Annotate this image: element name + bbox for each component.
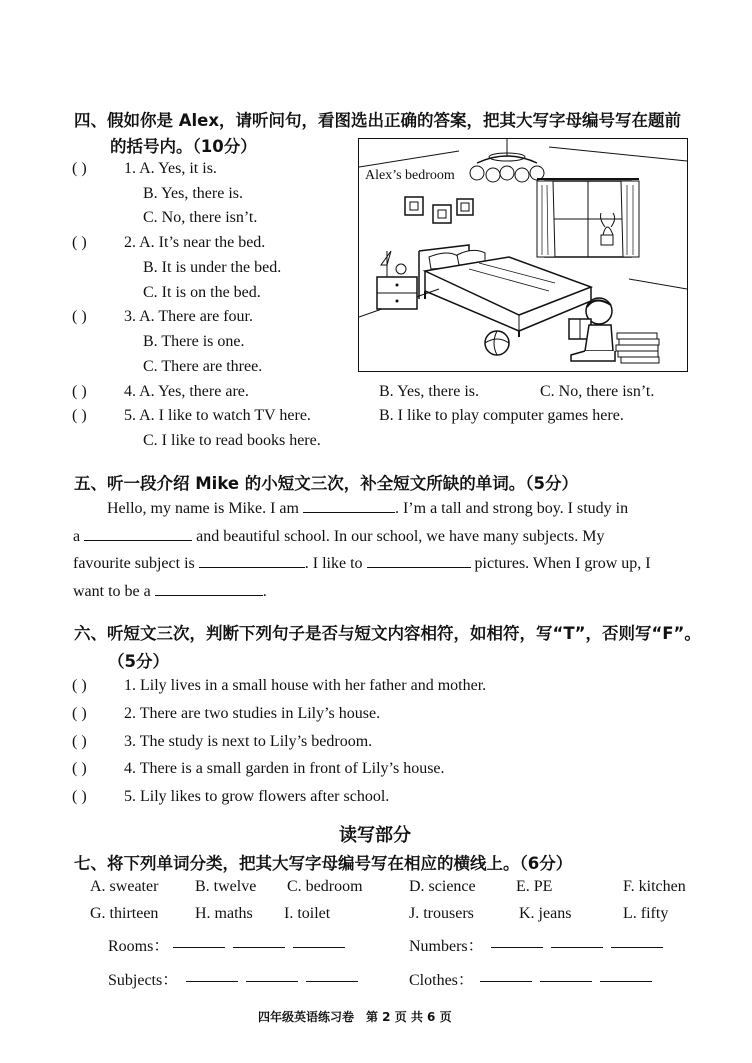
passage-text: . I’m a tall and strong boy. I study in	[394, 500, 629, 517]
blank[interactable]	[540, 967, 592, 982]
numbers-blanks[interactable]	[491, 933, 663, 953]
tf-item: 1. Lily lives in a small house with her father and mother.	[124, 677, 487, 694]
answer-paren[interactable]: ( )	[72, 705, 87, 722]
word-option: I. toilet	[284, 905, 331, 922]
tf-item: 2. There are two studies in Lily’s house.	[124, 705, 381, 722]
word-option: D. science	[409, 878, 476, 895]
passage-text: and beautiful school. In our school, we have many subjects. My	[196, 527, 605, 545]
q3-option-b: B. There is one.	[143, 333, 245, 350]
q5-option-a: 5. A. I like to watch TV here.	[124, 407, 311, 424]
q2-option-b: B. It is under the bed.	[143, 259, 282, 276]
q1-option-a: 1. A. Yes, it is.	[124, 160, 217, 177]
numbers-label: Numbers：	[409, 938, 484, 955]
rooms-label: Rooms：	[108, 938, 170, 955]
word-option: A. sweater	[90, 878, 159, 895]
q1-option-b: B. Yes, there is.	[143, 185, 244, 202]
rooms-blanks[interactable]	[173, 933, 345, 953]
passage-text: pictures. When I grow up, I	[474, 555, 651, 572]
word-option: H. maths	[195, 905, 253, 922]
blank-4[interactable]	[367, 553, 471, 568]
clothes-blanks[interactable]	[480, 967, 652, 987]
blank[interactable]	[491, 933, 543, 948]
blank[interactable]	[306, 967, 358, 982]
word-option: E. PE	[516, 878, 553, 895]
blank[interactable]	[480, 967, 532, 982]
blank[interactable]	[173, 933, 225, 948]
answer-paren[interactable]: ( )	[72, 407, 87, 424]
blank-5[interactable]	[155, 581, 263, 596]
blank[interactable]	[186, 967, 238, 982]
passage-text: .	[262, 582, 267, 600]
answer-paren[interactable]: ( )	[72, 733, 87, 750]
blank[interactable]	[600, 967, 652, 982]
q5-option-b: B. I like to play computer games here.	[379, 407, 624, 424]
word-option: F. kitchen	[623, 878, 686, 895]
blank-3[interactable]	[199, 553, 305, 568]
section5-title: 五、听一段介绍 Mike 的小短文三次，补全短文所缺的单词。（5分）	[74, 474, 579, 493]
q2-option-a: 2. A. It’s near the bed.	[124, 234, 266, 251]
answer-paren[interactable]: ( )	[72, 308, 87, 325]
clothes-label: Clothes：	[409, 972, 474, 989]
blank[interactable]	[611, 933, 663, 948]
word-option: B. twelve	[195, 878, 257, 895]
tf-item: 3. The study is next to Lily’s bedroom.	[124, 733, 373, 750]
rw-heading: 读写部分	[339, 825, 411, 846]
word-option: J. trousers	[409, 905, 474, 922]
blank-2[interactable]	[84, 526, 192, 541]
passage-text: want to be a	[73, 582, 151, 600]
answer-paren[interactable]: ( )	[72, 234, 87, 251]
tf-item: 5. Lily likes to grow flowers after school.	[124, 788, 390, 805]
q4-option-b: B. Yes, there is.	[379, 383, 480, 400]
answer-paren[interactable]: ( )	[72, 160, 87, 177]
word-option: K. jeans	[519, 905, 572, 922]
section4-title-line1: 四、假如你是 Alex，请听问句，看图选出正确的答案，把其大写字母编号写在题前	[74, 111, 682, 130]
q4-option-a: 4. A. Yes, there are.	[124, 383, 249, 400]
page-footer: 四年级英语练习卷 第 2 页 共 6 页	[258, 1010, 452, 1024]
subjects-label: Subjects：	[108, 972, 179, 989]
q3-option-a: 3. A. There are four.	[124, 308, 253, 325]
subjects-blanks[interactable]	[186, 967, 358, 987]
answer-paren[interactable]: ( )	[72, 383, 87, 400]
q1-option-c: C. No, there isn’t.	[143, 209, 258, 226]
blank[interactable]	[551, 933, 603, 948]
bedroom-picture	[358, 138, 688, 372]
q2-option-c: C. It is on the bed.	[143, 284, 261, 301]
blank[interactable]	[233, 933, 285, 948]
word-option: L. fifty	[623, 905, 669, 922]
blank[interactable]	[293, 933, 345, 948]
picture-label: Alex’s bedroom	[365, 168, 455, 183]
passage-text: Hello, my name is Mike. I am	[107, 500, 299, 517]
word-option: C. bedroom	[287, 878, 363, 895]
answer-paren[interactable]: ( )	[72, 788, 87, 805]
section5-passage	[73, 495, 689, 605]
q4-option-c: C. No, there isn’t.	[540, 383, 655, 400]
blank-1[interactable]	[303, 498, 395, 513]
passage-text: favourite subject is	[73, 555, 195, 572]
passage-text: a	[73, 527, 81, 545]
tf-item: 4. There is a small garden in front of Lily’s house.	[124, 760, 445, 777]
section7-title: 七、将下列单词分类，把其大写字母编号写在相应的横线上。（6分）	[74, 854, 573, 873]
q3-option-c: C. There are three.	[143, 358, 263, 375]
q5-option-c: C. I like to read books here.	[143, 432, 321, 449]
blank[interactable]	[246, 967, 298, 982]
passage-text: . I like to	[304, 555, 363, 572]
word-option: G. thirteen	[90, 905, 159, 922]
section4-title-line2: 的括号内。（10分）	[110, 137, 257, 156]
answer-paren[interactable]: ( )	[72, 677, 87, 694]
answer-paren[interactable]: ( )	[72, 760, 87, 777]
section6-title-line2: （5分）	[108, 652, 169, 671]
section6-title-line1: 六、听短文三次，判断下列句子是否与短文内容相符，如相符，写“T”，否则写“F”。	[74, 624, 701, 643]
